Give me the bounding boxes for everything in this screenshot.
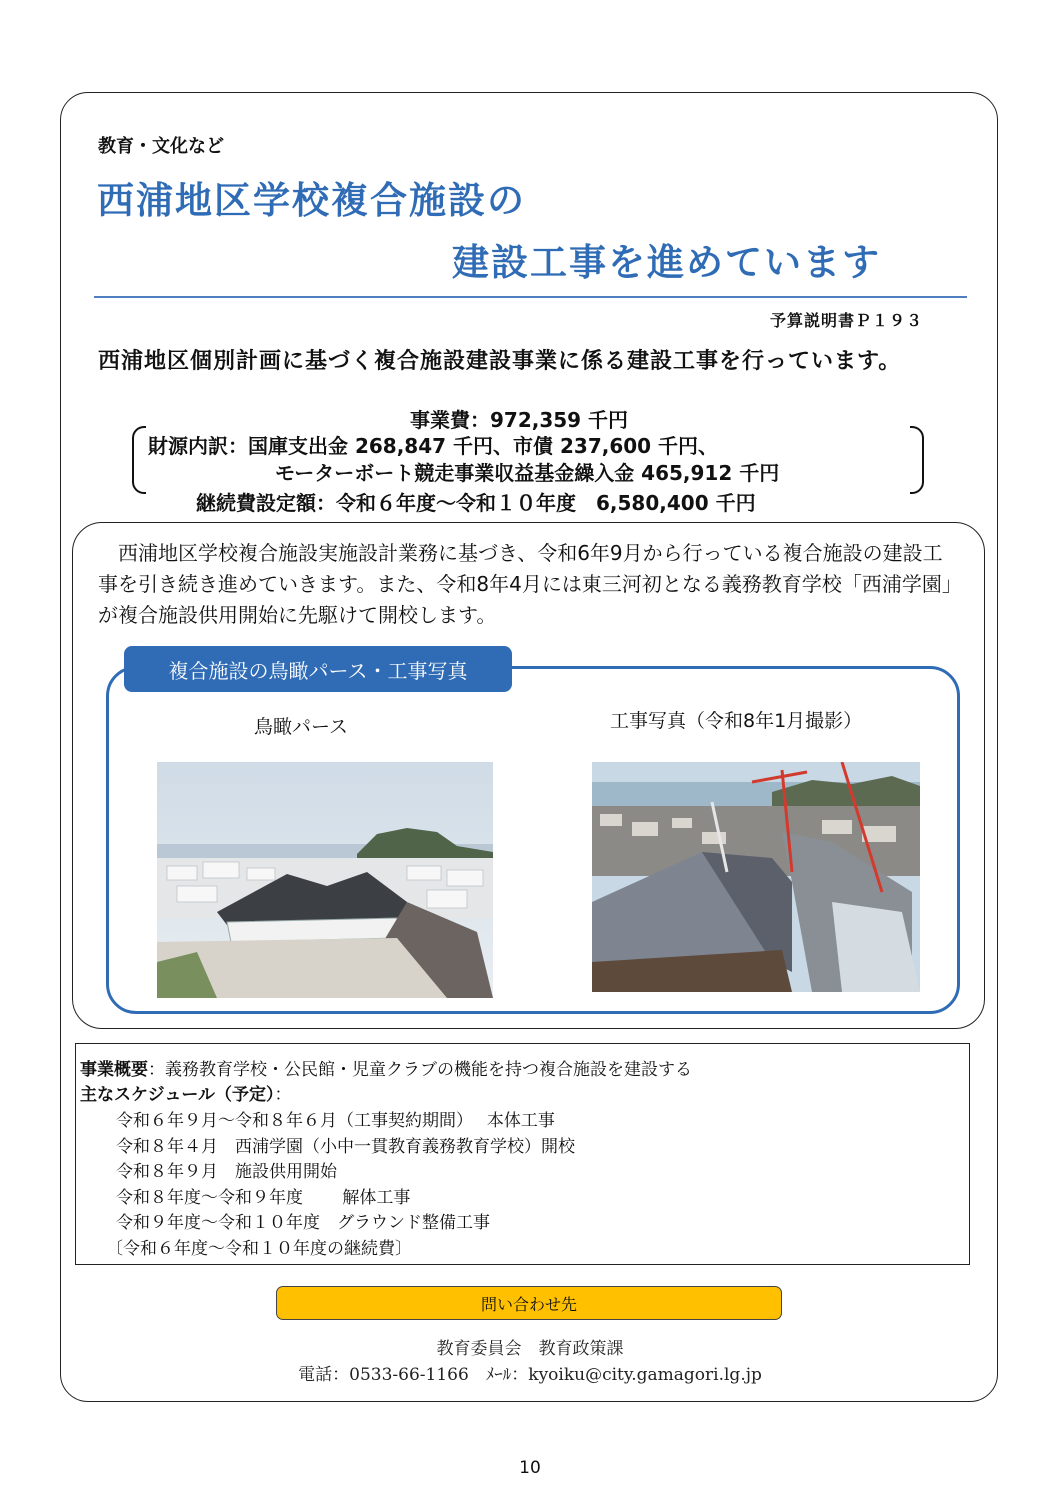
schedule-label: 主なスケジュール（予定） [80, 1085, 275, 1105]
title-divider [94, 296, 967, 298]
schedule-item: 令和８年４月 西浦学園（小中一貫教育義務教育学校）開校 [116, 1137, 575, 1157]
contact-phone-email: 電話：0533-66-1166 ﾒｰﾙ：kyoiku@city.gamagori.lg.jp [298, 1365, 762, 1385]
schedule-colon: ： [274, 1085, 292, 1105]
construction-photo-image [592, 762, 920, 992]
description-text: 西浦地区学校複合施設実施設計業務に基づき、令和6年9月から行っている複合施設の建設工事を引き続き進めていきます。また、令和8年4月には東三河初となる義務教育学校「西浦学園」が複合施設供用開始に先駆けて開校します。 [98, 541, 952, 627]
lead-text: 西浦地区個別計画に基づく複合施設建設事業に係る建設工事を行っています。 [98, 349, 902, 374]
schedule-heading [80, 1080, 291, 1105]
category-label: 教育・文化など [98, 136, 224, 157]
schedule-item: 〔令和６年度～令和１０年度の継続費〕 [106, 1239, 412, 1259]
aerial-rendering-image [157, 762, 493, 998]
page-title-line2: 建設工事を進めています [452, 241, 881, 284]
schedule-item: 令和６年９月～令和８年６月（工事契約期間） 本体工事 [116, 1111, 555, 1131]
schedule-item: 令和９年度～令和１０年度 グラウンド整備工事 [116, 1213, 490, 1233]
caption-construction-photo: 工事写真（令和8年1月撮影） [610, 710, 863, 732]
funding-breakdown-line2: モーターボート競走事業収益基金繰入金 465,912 千円 [275, 461, 780, 485]
overview-text: ：義務教育学校・公民館・児童クラブの機能を持つ複合施設を建設する [148, 1060, 692, 1080]
contact-label: 問い合わせ先 [276, 1286, 782, 1320]
schedule-item: 令和８年度～令和９年度 解体工事 [116, 1188, 411, 1208]
project-cost: 事業費：972,359 千円 [410, 408, 629, 432]
overview-line [80, 1055, 692, 1080]
photo-section-label: 複合施設の鳥瞰パース・工事写真 [124, 646, 512, 692]
caption-aerial-rendering: 鳥瞰パース [254, 716, 349, 738]
continuing-expense: 継続費設定額：令和６年度～令和１０年度 6,580,400 千円 [196, 491, 756, 515]
budget-reference: 予算説明書Ｐ１９３ [770, 311, 924, 330]
page-title-line1: 西浦地区学校複合施設の [97, 179, 526, 222]
schedule-item: 令和８年９月 施設供用開始 [116, 1162, 337, 1182]
funding-breakdown-line1: 財源内訳：国庫支出金 268,847 千円、市債 237,600 千円、 [148, 434, 719, 458]
contact-department: 教育委員会 教育政策課 [436, 1339, 624, 1359]
bracket-left [132, 426, 146, 494]
overview-label: 事業概要 [80, 1060, 148, 1080]
bracket-right [910, 426, 924, 494]
page-number: 10 [519, 1458, 541, 1478]
